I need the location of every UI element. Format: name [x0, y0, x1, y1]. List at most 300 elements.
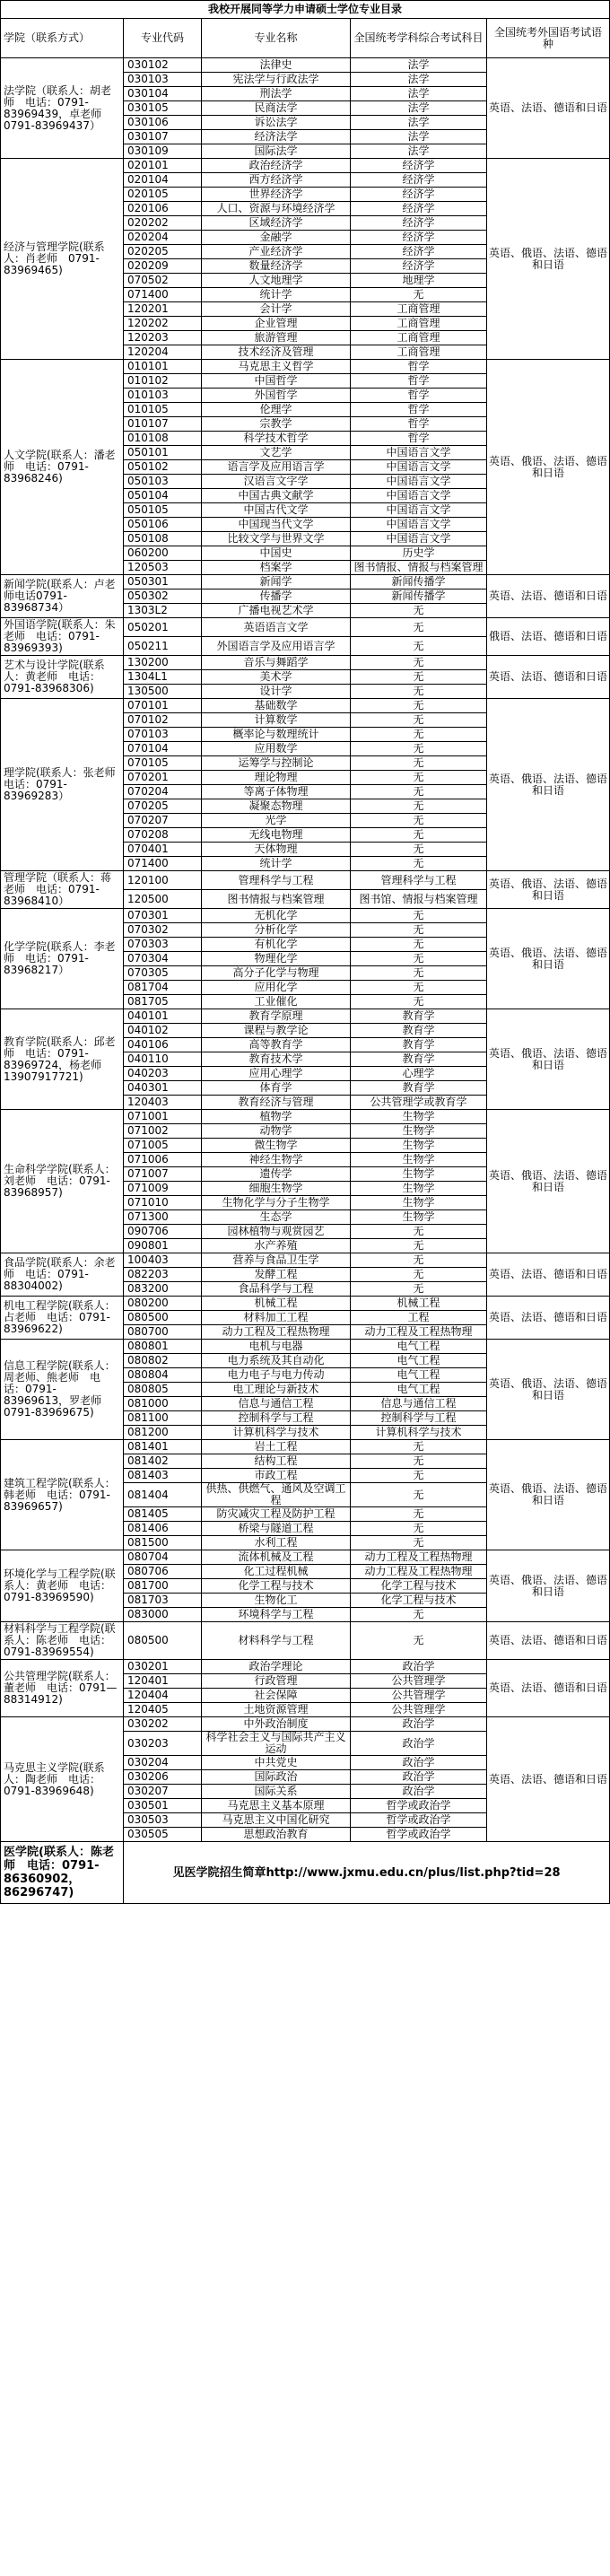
exam-subject: 无 — [351, 843, 487, 857]
table-row — [1, 1660, 610, 1674]
exam-subject: 工商管理 — [351, 302, 487, 317]
major-code: 081403 — [124, 1469, 202, 1483]
major-name: 水产养殖 — [202, 1239, 351, 1253]
major-code: 081703 — [124, 1594, 202, 1608]
foreign-language: 英语、俄语、法语、德语和日语 — [487, 909, 610, 1009]
exam-subject: 工商管理 — [351, 345, 487, 360]
college-contact: 建筑工程学院(联系人：韩老师 电话：0791-83969657) — [1, 1440, 124, 1550]
major-code: 010107 — [124, 417, 202, 432]
major-name: 设计学 — [202, 685, 351, 699]
exam-subject: 无 — [351, 699, 487, 713]
major-name: 文艺学 — [202, 446, 351, 460]
exam-subject: 计算机科学与技术 — [351, 1426, 487, 1440]
exam-subject: 经济学 — [351, 245, 487, 259]
foreign-language: 英语、俄语、法语、德语和日语 — [487, 1440, 610, 1550]
major-name: 旅游管理 — [202, 331, 351, 345]
major-code: 040301 — [124, 1081, 202, 1096]
college-contact: 马克思主义学院(联系人：陶老师 电话：0791-83969648) — [1, 1717, 124, 1842]
major-name: 英语语言文学 — [202, 618, 351, 637]
exam-subject: 管理科学与工程 — [351, 871, 487, 890]
major-code: 020106 — [124, 202, 202, 216]
exam-subject: 无 — [351, 1282, 487, 1297]
major-name: 世界经济学 — [202, 188, 351, 202]
major-name: 人文地理学 — [202, 274, 351, 288]
major-code: 030203 — [124, 1732, 202, 1756]
major-code: 120202 — [124, 317, 202, 331]
major-name: 营养与食品卫生学 — [202, 1253, 351, 1268]
college-contact: 艺术与设计学院(联系人：黄老师 电话：0791-83968306) — [1, 656, 124, 699]
major-code: 050102 — [124, 460, 202, 475]
major-code: 070201 — [124, 771, 202, 785]
table-row — [1, 1110, 610, 1124]
major-name: 动物学 — [202, 1124, 351, 1139]
exam-subject: 无 — [351, 828, 487, 843]
major-name: 流体机械及工程 — [202, 1550, 351, 1565]
major-name: 园林植物与观赏园艺 — [202, 1225, 351, 1239]
major-name: 材料科学与工程 — [202, 1622, 351, 1660]
medical-contact: 医学院(联系人：陈老师 电话：0791-86360902，86296747) — [1, 1842, 124, 1904]
exam-subject: 哲学或政治学 — [351, 1799, 487, 1813]
major-name: 生物化学与分子生物学 — [202, 1196, 351, 1210]
exam-subject: 经济学 — [351, 173, 487, 188]
table-row — [1, 1717, 610, 1732]
major-code: 081000 — [124, 1397, 202, 1411]
exam-subject: 无 — [351, 814, 487, 828]
major-name: 企业管理 — [202, 317, 351, 331]
exam-subject: 中国语言文学 — [351, 460, 487, 475]
major-code: 020105 — [124, 188, 202, 202]
exam-subject: 无 — [351, 637, 487, 656]
major-name: 刑法学 — [202, 87, 351, 101]
exam-subject: 法学 — [351, 101, 487, 116]
exam-subject: 无 — [351, 713, 487, 728]
exam-subject: 无 — [351, 857, 487, 871]
header-college: 学院（联系方式） — [1, 19, 124, 58]
major-name: 马克思主义哲学 — [202, 360, 351, 374]
exam-subject: 无 — [351, 656, 487, 670]
major-name: 等离子体物理 — [202, 785, 351, 799]
major-name: 中国史 — [202, 546, 351, 561]
major-code: 071300 — [124, 1210, 202, 1225]
major-code: 040101 — [124, 1009, 202, 1024]
major-name: 民商法学 — [202, 101, 351, 116]
major-code: 071009 — [124, 1182, 202, 1196]
exam-subject: 教育学 — [351, 1081, 487, 1096]
college-contact: 教育学院(联系人：邱老师 电话：0791-83969724，杨老师13907917721) — [1, 1009, 124, 1110]
exam-subject: 无 — [351, 1507, 487, 1522]
major-code: 120401 — [124, 1674, 202, 1689]
foreign-language: 英语、俄语、法语、德语和日语 — [487, 871, 610, 909]
major-code: 071005 — [124, 1139, 202, 1153]
exam-subject: 中国语言文学 — [351, 518, 487, 532]
college-contact: 管理学院（联系人：蒋老师 电话：0791-83968410） — [1, 871, 124, 909]
exam-subject: 控制科学与工程 — [351, 1411, 487, 1426]
table-row — [1, 909, 610, 923]
major-code: 070302 — [124, 923, 202, 938]
major-code: 080704 — [124, 1550, 202, 1565]
exam-subject: 政治学 — [351, 1756, 487, 1770]
foreign-language: 英语、法语、德语和日语 — [487, 1717, 610, 1842]
major-name: 应用数学 — [202, 742, 351, 756]
exam-subject: 工商管理 — [351, 331, 487, 345]
foreign-language: 英语、俄语、法语、德语和日语 — [487, 360, 610, 575]
table-row — [1, 360, 610, 374]
major-code: 100403 — [124, 1253, 202, 1268]
foreign-language: 英语、俄语、法语、德语和日语 — [487, 1550, 610, 1622]
exam-subject: 信息与通信工程 — [351, 1397, 487, 1411]
major-code: 030206 — [124, 1770, 202, 1785]
exam-subject: 机械工程 — [351, 1297, 487, 1311]
major-code: 120500 — [124, 890, 202, 909]
major-code: 070205 — [124, 799, 202, 814]
exam-subject: 无 — [351, 1522, 487, 1536]
major-code: 120203 — [124, 331, 202, 345]
exam-subject: 无 — [351, 670, 487, 685]
exam-subject: 生物学 — [351, 1182, 487, 1196]
exam-subject: 无 — [351, 1268, 487, 1282]
major-name: 思想政治教育 — [202, 1828, 351, 1842]
exam-subject: 无 — [351, 995, 487, 1009]
exam-subject: 经济学 — [351, 188, 487, 202]
major-name: 无机化学 — [202, 909, 351, 923]
exam-subject: 电气工程 — [351, 1383, 487, 1397]
major-name: 有机化学 — [202, 938, 351, 952]
major-name: 电工理论与新技术 — [202, 1383, 351, 1397]
major-name: 机械工程 — [202, 1297, 351, 1311]
major-code: 081700 — [124, 1579, 202, 1594]
exam-subject: 动力工程及工程热物理 — [351, 1325, 487, 1340]
major-name: 无线电物理 — [202, 828, 351, 843]
major-code: 020209 — [124, 259, 202, 274]
major-name: 音乐与舞蹈学 — [202, 656, 351, 670]
major-name: 西方经济学 — [202, 173, 351, 188]
exam-subject: 中国语言文学 — [351, 446, 487, 460]
table-head — [1, 1, 610, 58]
major-code: 030204 — [124, 1756, 202, 1770]
major-code: 081500 — [124, 1536, 202, 1550]
college-contact: 化学学院(联系人：李老师 电话：0791-83968217） — [1, 909, 124, 1009]
exam-subject: 化学工程与技术 — [351, 1579, 487, 1594]
exam-subject: 哲学或政治学 — [351, 1828, 487, 1842]
major-name: 教育经济与管理 — [202, 1096, 351, 1110]
major-code: 050105 — [124, 503, 202, 518]
exam-subject: 中国语言文学 — [351, 503, 487, 518]
foreign-language: 英语、俄语、法语、德语和日语 — [487, 699, 610, 871]
major-code: 050103 — [124, 475, 202, 489]
major-name: 伦理学 — [202, 403, 351, 417]
major-name: 新闻学 — [202, 575, 351, 589]
exam-subject: 无 — [351, 756, 487, 771]
major-name: 计算机科学与技术 — [202, 1426, 351, 1440]
exam-subject: 生物学 — [351, 1196, 487, 1210]
major-name: 教育学原理 — [202, 1009, 351, 1024]
major-name: 微生物学 — [202, 1139, 351, 1153]
major-code: 071010 — [124, 1196, 202, 1210]
major-code: 010102 — [124, 374, 202, 389]
exam-subject: 教育学 — [351, 1009, 487, 1024]
major-code: 071002 — [124, 1124, 202, 1139]
college-contact: 机电工程学院(联系人：占老师 电话：0791-83969622) — [1, 1297, 124, 1340]
major-code: 040102 — [124, 1024, 202, 1038]
major-code: 010103 — [124, 389, 202, 403]
major-name: 天体物理 — [202, 843, 351, 857]
major-code: 081100 — [124, 1411, 202, 1426]
exam-subject: 公共管理学或教育学 — [351, 1096, 487, 1110]
exam-subject: 无 — [351, 1469, 487, 1483]
exam-subject: 无 — [351, 952, 487, 966]
exam-subject: 哲学 — [351, 432, 487, 446]
major-name: 外国语言学及应用语言学 — [202, 637, 351, 656]
major-code: 030503 — [124, 1813, 202, 1828]
major-code: 050302 — [124, 589, 202, 604]
exam-subject: 新闻传播学 — [351, 575, 487, 589]
major-name: 马克思主义中国化研究 — [202, 1813, 351, 1828]
exam-subject: 无 — [351, 1440, 487, 1454]
exam-subject: 法学 — [351, 58, 487, 73]
major-code: 070101 — [124, 699, 202, 713]
major-name: 比较文学与世界文学 — [202, 532, 351, 546]
major-name: 凝聚态物理 — [202, 799, 351, 814]
exam-subject: 法学 — [351, 87, 487, 101]
major-code: 080801 — [124, 1340, 202, 1354]
major-name: 广播电视艺术学 — [202, 604, 351, 618]
header-exam: 全国统考学科综合考试科目 — [351, 19, 487, 58]
exam-subject: 无 — [351, 1454, 487, 1469]
foreign-language: 英语、俄语、法语、德语和日语 — [487, 1009, 610, 1110]
major-code: 071007 — [124, 1167, 202, 1182]
exam-subject: 图书情报、情报与档案管理 — [351, 561, 487, 575]
exam-subject: 无 — [351, 923, 487, 938]
major-code: 030105 — [124, 101, 202, 116]
foreign-language: 英语、俄语、法语、德语和日语 — [487, 1110, 610, 1253]
major-name: 中国古典文献学 — [202, 489, 351, 503]
major-code: 070102 — [124, 713, 202, 728]
exam-subject: 无 — [351, 981, 487, 995]
major-code: 030107 — [124, 130, 202, 144]
major-code: 120503 — [124, 561, 202, 575]
major-name: 中国古代文学 — [202, 503, 351, 518]
major-code: 070303 — [124, 938, 202, 952]
table-row — [1, 1297, 610, 1311]
major-code: 070502 — [124, 274, 202, 288]
major-code: 081401 — [124, 1440, 202, 1454]
major-name: 课程与教学论 — [202, 1024, 351, 1038]
major-code: 020101 — [124, 159, 202, 173]
college-contact: 环境化学与工程学院(联系人：黄老师 电话：0791-83969590) — [1, 1550, 124, 1622]
table-row — [1, 699, 610, 713]
exam-subject: 法学 — [351, 130, 487, 144]
major-name: 市政工程 — [202, 1469, 351, 1483]
exam-subject: 无 — [351, 1239, 487, 1253]
major-code: 080804 — [124, 1368, 202, 1383]
college-contact: 新闻学院(联系人：卢老师电话0791-83968734） — [1, 575, 124, 618]
major-code: 060200 — [124, 546, 202, 561]
major-name: 法律史 — [202, 58, 351, 73]
college-contact: 公共管理学院(联系人：董老师 电话：0791—88314912) — [1, 1660, 124, 1717]
major-code: 070207 — [124, 814, 202, 828]
major-code: 070304 — [124, 952, 202, 966]
exam-subject: 动力工程及工程热物理 — [351, 1565, 487, 1579]
major-code: 030103 — [124, 73, 202, 87]
exam-subject: 无 — [351, 618, 487, 637]
exam-subject: 生物学 — [351, 1139, 487, 1153]
exam-subject: 工程 — [351, 1311, 487, 1325]
college-contact: 外国语学院(联系人：朱老师 电话：0791-83969393) — [1, 618, 124, 656]
major-name: 土地资源管理 — [202, 1703, 351, 1717]
major-name: 环境科学与工程 — [202, 1608, 351, 1622]
major-code: 1303L2 — [124, 604, 202, 618]
exam-subject: 生物学 — [351, 1153, 487, 1167]
major-code: 120404 — [124, 1689, 202, 1703]
exam-subject: 经济学 — [351, 216, 487, 231]
major-name: 信息与通信工程 — [202, 1397, 351, 1411]
major-name: 技术经济及管理 — [202, 345, 351, 360]
foreign-language: 英语、法语、德语和日语 — [487, 58, 610, 159]
header-code: 专业代码 — [124, 19, 202, 58]
major-name: 桥梁与隧道工程 — [202, 1522, 351, 1536]
exam-subject: 政治学 — [351, 1785, 487, 1799]
table-row — [1, 58, 610, 73]
major-code: 070305 — [124, 966, 202, 981]
foreign-language: 英语、俄语、法语、德语和日语 — [487, 159, 610, 360]
exam-subject: 无 — [351, 1608, 487, 1622]
exam-subject: 电气工程 — [351, 1340, 487, 1354]
table-row — [1, 1009, 610, 1024]
catalog-body — [1, 58, 610, 1842]
major-code: 081406 — [124, 1522, 202, 1536]
header-name: 专业名称 — [202, 19, 351, 58]
exam-subject: 无 — [351, 604, 487, 618]
major-code: 081402 — [124, 1454, 202, 1469]
exam-subject: 无 — [351, 728, 487, 742]
exam-subject: 动力工程及工程热物理 — [351, 1550, 487, 1565]
table-row — [1, 1622, 610, 1660]
exam-subject: 经济学 — [351, 259, 487, 274]
major-name: 体育学 — [202, 1081, 351, 1096]
major-code: 130200 — [124, 656, 202, 670]
major-code: 081200 — [124, 1426, 202, 1440]
major-code: 030201 — [124, 1660, 202, 1674]
major-code: 070204 — [124, 785, 202, 799]
major-name: 岩土工程 — [202, 1440, 351, 1454]
major-code: 020202 — [124, 216, 202, 231]
major-code: 080805 — [124, 1383, 202, 1397]
exam-subject: 电气工程 — [351, 1354, 487, 1368]
major-code: 010105 — [124, 403, 202, 417]
major-code: 120100 — [124, 871, 202, 890]
major-name: 化工过程机械 — [202, 1565, 351, 1579]
major-name: 结构工程 — [202, 1454, 351, 1469]
table-footer — [1, 1842, 610, 1904]
exam-subject: 经济学 — [351, 159, 487, 173]
major-code: 081705 — [124, 995, 202, 1009]
college-contact: 理学院(联系人：张老师 电话：0791-83969283） — [1, 699, 124, 871]
major-code: 071400 — [124, 857, 202, 871]
exam-subject: 法学 — [351, 116, 487, 130]
major-name: 金融学 — [202, 231, 351, 245]
exam-subject: 公共管理学 — [351, 1674, 487, 1689]
exam-subject: 哲学 — [351, 360, 487, 374]
major-code: 120403 — [124, 1096, 202, 1110]
exam-subject: 无 — [351, 966, 487, 981]
college-contact: 经济与管理学院(联系人：肖老师 0791-83969465) — [1, 159, 124, 360]
major-code: 120405 — [124, 1703, 202, 1717]
major-code: 080802 — [124, 1354, 202, 1368]
major-name: 电机与电器 — [202, 1340, 351, 1354]
major-code: 040106 — [124, 1038, 202, 1052]
major-code: 080500 — [124, 1622, 202, 1660]
major-code: 083200 — [124, 1282, 202, 1297]
major-code: 081405 — [124, 1507, 202, 1522]
exam-subject: 无 — [351, 1536, 487, 1550]
major-name: 汉语言文字学 — [202, 475, 351, 489]
major-code: 1304L1 — [124, 670, 202, 685]
major-code: 030102 — [124, 58, 202, 73]
major-name: 统计学 — [202, 288, 351, 302]
major-code: 050108 — [124, 532, 202, 546]
major-name: 政治学理论 — [202, 1660, 351, 1674]
table-row — [1, 656, 610, 670]
exam-subject: 教育学 — [351, 1038, 487, 1052]
major-name: 应用心理学 — [202, 1067, 351, 1081]
foreign-language: 英语、法语、德语和日语 — [487, 1660, 610, 1717]
exam-subject: 中国语言文学 — [351, 475, 487, 489]
major-code: 080500 — [124, 1311, 202, 1325]
major-name: 外国哲学 — [202, 389, 351, 403]
major-name: 基础数学 — [202, 699, 351, 713]
exam-subject: 经济学 — [351, 202, 487, 216]
major-code: 081704 — [124, 981, 202, 995]
major-name: 诉讼法学 — [202, 116, 351, 130]
medical-row — [1, 1842, 610, 1904]
major-code: 071006 — [124, 1153, 202, 1167]
major-name: 会计学 — [202, 302, 351, 317]
major-code: 030501 — [124, 1799, 202, 1813]
major-code: 040110 — [124, 1052, 202, 1067]
major-name: 光学 — [202, 814, 351, 828]
major-code: 071400 — [124, 288, 202, 302]
major-name: 理论物理 — [202, 771, 351, 785]
major-code: 070105 — [124, 756, 202, 771]
major-name: 宪法学与行政法学 — [202, 73, 351, 87]
major-code: 050104 — [124, 489, 202, 503]
major-name: 政治经济学 — [202, 159, 351, 173]
foreign-language: 英语、俄语、法语、德语和日语 — [487, 1340, 610, 1440]
major-name: 电力系统及其自动化 — [202, 1354, 351, 1368]
major-name: 化学工程与技术 — [202, 1579, 351, 1594]
exam-subject: 生物学 — [351, 1124, 487, 1139]
major-name: 马克思主义基本原理 — [202, 1799, 351, 1813]
exam-subject: 无 — [351, 771, 487, 785]
exam-subject: 化学工程与技术 — [351, 1594, 487, 1608]
college-contact: 法学院（联系人：胡老师 电话：0791-83969439，卓老师0791-83969437） — [1, 58, 124, 159]
major-code: 070104 — [124, 742, 202, 756]
major-code: 050301 — [124, 575, 202, 589]
major-code: 070301 — [124, 909, 202, 923]
college-contact: 人文学院(联系人：潘老师 电话：0791-83968246) — [1, 360, 124, 575]
exam-subject: 生物学 — [351, 1210, 487, 1225]
medical-note: 见医学院招生简章http://www.jxmu.edu.cn/plus/list.php?tid=28 — [124, 1842, 610, 1904]
major-name: 防灾减灾工程及防护工程 — [202, 1507, 351, 1522]
major-name: 运筹学与控制论 — [202, 756, 351, 771]
major-code: 070401 — [124, 843, 202, 857]
major-name: 物理化学 — [202, 952, 351, 966]
foreign-language: 俄语、法语、德语和日语 — [487, 618, 610, 656]
major-code: 020204 — [124, 231, 202, 245]
major-name: 数量经济学 — [202, 259, 351, 274]
major-code: 010101 — [124, 360, 202, 374]
major-code: 120201 — [124, 302, 202, 317]
